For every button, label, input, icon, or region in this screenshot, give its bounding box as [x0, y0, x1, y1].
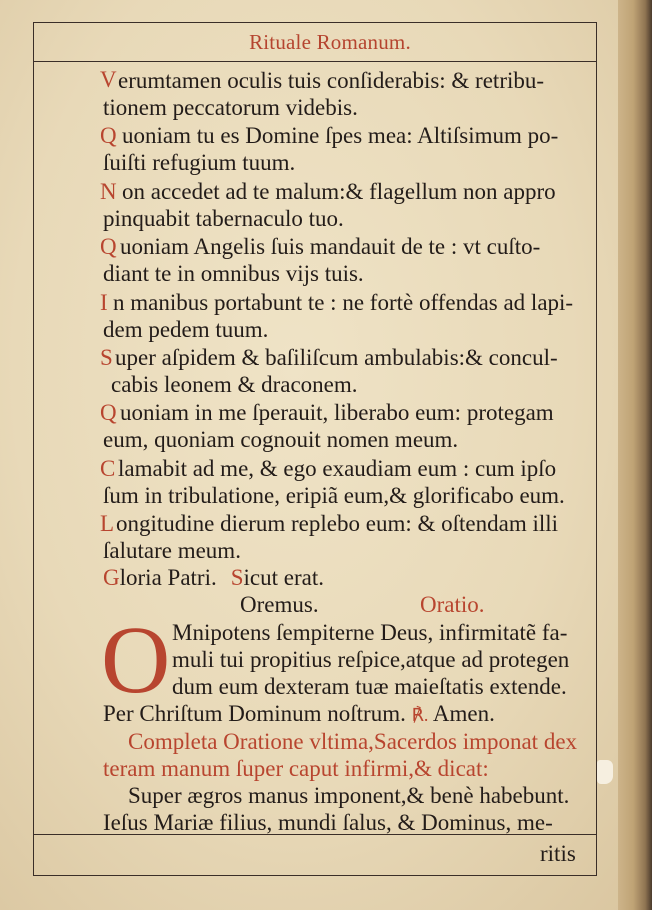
- verse-line: cabis leonem & draconem.: [111, 372, 358, 397]
- verse-line: uoniam in me ſperauit, liberabo eum: protegam: [120, 400, 554, 425]
- verse-line: uoniam Angelis ſuis mandauit de te : vt cuſto-: [120, 234, 541, 259]
- verse-initial: I: [100, 290, 108, 315]
- oratio-heading: Oratio.: [420, 592, 485, 617]
- decorated-initial-O: O: [101, 606, 171, 713]
- verse-initial: Q: [100, 123, 117, 148]
- rubric-line: teram manum ſuper caput infirmi,& dicat:: [103, 756, 489, 781]
- verse-line: on accedet ad te malum:& flagellum non appro: [122, 179, 556, 204]
- verse-line: uoniam tu es Domine ſpes mea: Altiſsimum po-: [122, 123, 559, 148]
- verse-initial: Q: [100, 234, 117, 259]
- verse-line: dem pedem tuum.: [103, 317, 269, 342]
- gloria-text: loria Patri.: [119, 565, 217, 590]
- final-line: Super ægros manus imponent,& benè habebunt.: [128, 783, 570, 808]
- oratio-line: muli tui propitius reſpice,atque ad protegen: [172, 647, 570, 672]
- final-line: Ieſus Mariæ filius, mundi ſalus, & Dominus, me-: [103, 810, 553, 835]
- verse-line: n manibus portabunt te : ne fortè offendas ad lapi-: [113, 290, 574, 315]
- verse-line: diant te in omnibus vijs tuis.: [103, 261, 364, 286]
- oratio-line: dum eum dexteram tuæ maieſtatis extende.: [172, 674, 567, 699]
- verse-line: eum, quoniam cognouit nomen meum.: [103, 427, 459, 452]
- oremus-heading: Oremus.: [240, 592, 319, 617]
- conclusion-text: Per Chriſtum Dominum noſtrum.: [103, 701, 406, 726]
- catchword: ritis: [540, 841, 576, 866]
- torn-paper-spot: [597, 760, 613, 784]
- rubric-line: Completa Oratione vltima,Sacerdos imponat dex: [128, 729, 578, 754]
- verse-line: erumtamen oculis tuis conſiderabis: & retribu-: [118, 68, 545, 93]
- page-edge-shadow: [618, 0, 652, 910]
- verse-line: lamabit ad me, & ego exaudiam eum : cum ipſo: [118, 456, 557, 481]
- verse-initial: N: [100, 179, 117, 204]
- running-header: Rituale Romanum.: [249, 30, 411, 54]
- conclusion-line: [103, 700, 495, 729]
- verse-line: tionem peccatorum videbis.: [103, 95, 358, 120]
- verse-initial: L: [100, 511, 115, 536]
- response-symbol: ℟.: [411, 705, 429, 725]
- verse-initial: C: [100, 456, 116, 481]
- sicut-text: icut erat.: [243, 565, 324, 590]
- verse-initial: S: [100, 345, 113, 370]
- sicut-initial: S: [230, 565, 244, 590]
- verse-line: ongitudine dierum replebo eum: & oſtendam illi: [116, 511, 559, 536]
- verse-initial: V: [100, 67, 117, 92]
- verse-line: uper aſpidem & baſiliſcum ambulabis:& concul-: [115, 345, 558, 370]
- oratio-line: Mnipotens ſempiterne Deus, infirmitatẽ fa-: [172, 620, 568, 645]
- header-rule: [33, 61, 597, 62]
- verse-line: pinquabit tabernaculo tuo.: [103, 206, 344, 231]
- gloria-initial: G: [103, 565, 120, 590]
- gloria-line: [103, 564, 324, 591]
- verse-line: ſum in tribulatione, eripiã eum,& glorificabo eum.: [103, 483, 565, 508]
- response-text: Amen.: [432, 701, 495, 726]
- verse-line: ſalutare meum.: [103, 538, 241, 563]
- verse-line: ſuiſti refugium tuum.: [103, 150, 296, 175]
- verse-initial: Q: [100, 400, 117, 425]
